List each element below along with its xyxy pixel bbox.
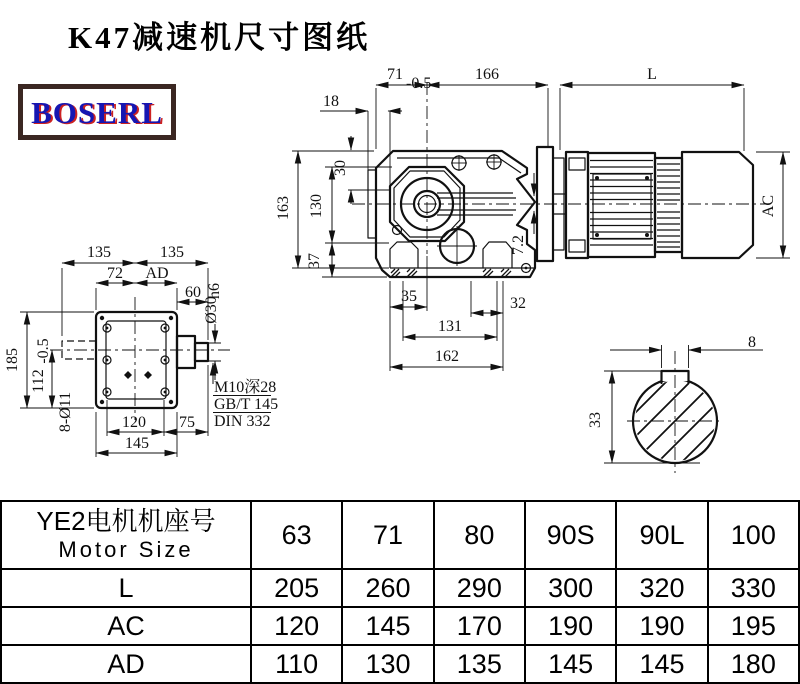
size-col-80: 80: [434, 501, 525, 569]
row-label-AC: AC: [1, 607, 251, 645]
note-m10: M10深28: [214, 379, 277, 396]
dim-166: 166: [475, 66, 499, 83]
dim-18: 18: [323, 93, 339, 110]
flange-bolt-holes: [103, 324, 169, 396]
AD-value: 145: [616, 645, 707, 683]
top-screw-icon: [451, 154, 502, 171]
AD-value: 135: [434, 645, 525, 683]
note-din332: DIN 332: [214, 413, 271, 430]
dim-185: 185: [4, 348, 21, 372]
dim-71-tol: -0.5: [406, 75, 432, 92]
shaft-section-view: [577, 334, 773, 473]
dim-112: 112: [30, 369, 47, 393]
front-dim-labels: [4, 244, 278, 452]
output-shaft: [177, 336, 208, 368]
dim-35: 35: [401, 288, 417, 305]
size-col-90l: 90L: [616, 501, 707, 569]
dim-32: 32: [510, 295, 526, 312]
L-value: 330: [708, 569, 799, 607]
size-col-63: 63: [251, 501, 342, 569]
main-dimensions: [292, 85, 790, 371]
table-header-row: [1, 501, 799, 569]
AC-value: 195: [708, 607, 799, 645]
motor-size-table: [0, 500, 800, 684]
size-col-71: 71: [342, 501, 433, 569]
L-value: 290: [434, 569, 525, 607]
dim-135-left: 135: [87, 244, 111, 261]
gearbox-outline: [368, 151, 535, 277]
dim-72: 72: [107, 265, 123, 282]
AC-value: 145: [342, 607, 433, 645]
dim-7-2: 7.2: [510, 235, 527, 255]
L-value: 320: [616, 569, 707, 607]
AC-value: 120: [251, 607, 342, 645]
dim-AC: AC: [760, 194, 777, 218]
size-col-100: 100: [708, 501, 799, 569]
dim-AD: AD: [145, 265, 169, 282]
dim-130: 130: [308, 194, 325, 218]
note-gbt145: GB/T 145: [214, 396, 279, 413]
table-row-L: [1, 569, 799, 607]
L-value: 260: [342, 569, 433, 607]
section-dimensions: [604, 345, 763, 463]
foot-hatch: [391, 269, 511, 277]
AC-value: 190: [616, 607, 707, 645]
AD-value: 180: [708, 645, 799, 683]
dim-120: 120: [122, 414, 146, 431]
dim-dia30: Ø30: [203, 296, 220, 324]
dim-163: 163: [275, 196, 292, 220]
dim-71: 71: [387, 66, 403, 83]
dim-8: 8: [748, 334, 756, 351]
dim-8-d11: 8-Ø11: [57, 391, 74, 433]
logo-text: BOSERL: [31, 94, 163, 130]
AD-value: 130: [342, 645, 433, 683]
row-label-AD: AD: [1, 645, 251, 683]
table-row-AC: [1, 607, 799, 645]
row-label-L: L: [1, 569, 251, 607]
main-view: [275, 66, 790, 371]
dim-75: 75: [179, 414, 195, 431]
AC-value: 190: [525, 607, 616, 645]
dim-131: 131: [438, 318, 462, 335]
AC-value: 170: [434, 607, 525, 645]
table-row-AD: [1, 645, 799, 683]
header-motor-size-en: Motor Size: [58, 537, 194, 563]
dim-dia30-fit: h6: [206, 283, 223, 299]
page-title: K47减速机尺寸图纸: [68, 20, 371, 55]
L-value: 205: [251, 569, 342, 607]
dim-30: 30: [332, 160, 349, 176]
AD-value: 145: [525, 645, 616, 683]
dim-L: L: [647, 66, 657, 83]
header-motor-size: [1, 501, 251, 569]
dim-162: 162: [435, 348, 459, 365]
header-motor-size-cn: YE2电机机座号: [36, 506, 216, 537]
size-col-90s: 90S: [525, 501, 616, 569]
front-view: [4, 244, 278, 457]
dim-37: 37: [306, 253, 323, 269]
dim-60: 60: [185, 284, 201, 301]
AD-value: 110: [251, 645, 342, 683]
dim-135-right: 135: [160, 244, 184, 261]
dim-33: 33: [587, 412, 604, 428]
dim-145: 145: [125, 435, 149, 452]
L-value: 300: [525, 569, 616, 607]
dim-112-tol: -0.5: [35, 338, 52, 364]
